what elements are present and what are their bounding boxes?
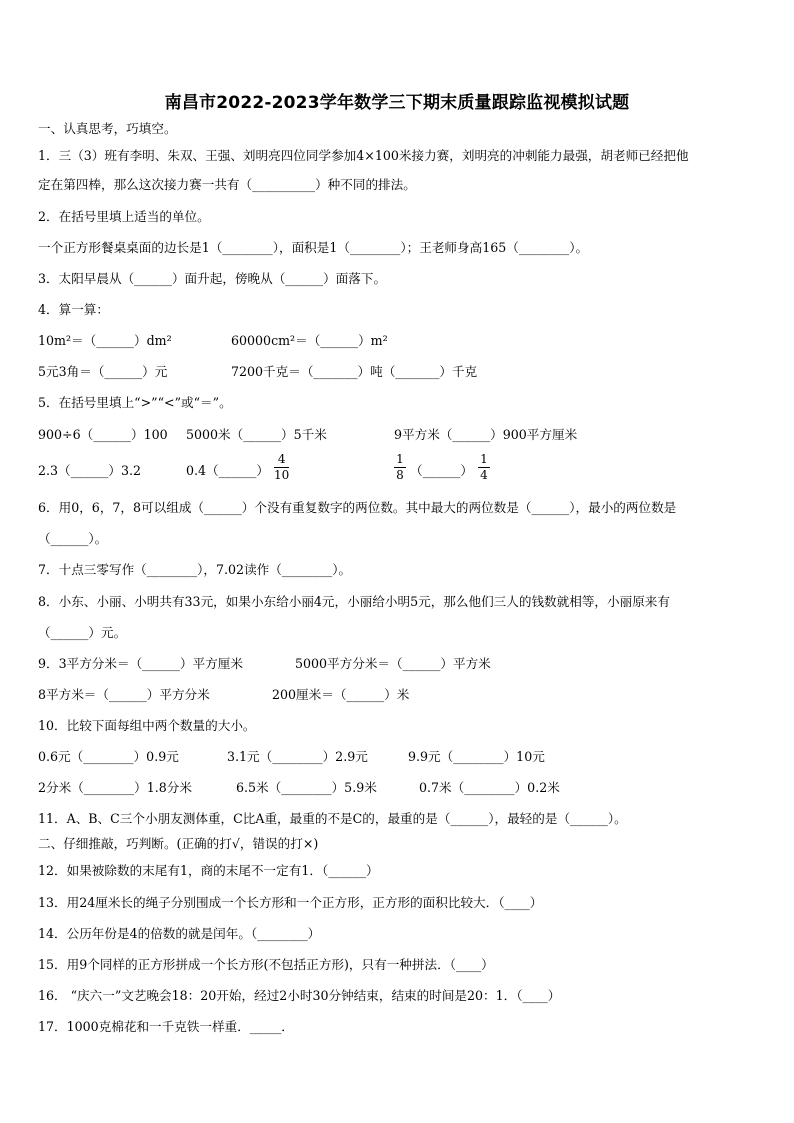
- question-10-item-1: 0.6元（________）0.9元: [38, 749, 179, 764]
- section-1-heading: 一、认真思考，巧填空。: [38, 121, 177, 136]
- question-12: 12．如果被除数的末尾有1，商的末尾不一定有1．（______）: [38, 863, 379, 878]
- question-9-item-1: 9．3平方分米＝（______）平方厘米: [38, 656, 243, 671]
- fraction-one-quarter: [478, 453, 490, 482]
- fraction-denominator: 4: [480, 468, 488, 482]
- question-9-item-3: 8平方米＝（______）平方分米: [38, 687, 210, 702]
- fraction-numerator: 1: [396, 452, 404, 466]
- question-10: 10．比较下面每组中两个数量的大小。: [38, 718, 256, 733]
- fraction-four-tenths: [274, 453, 289, 482]
- question-1-line-1: 1．三（3）班有李明、朱双、王强、刘明亮四位同学参加4×100米接力赛，刘明亮的冲刺能力最强，胡老师已经把他: [38, 148, 689, 163]
- question-4: 4．算一算：: [38, 302, 109, 317]
- question-10-item-5: 6.5米（________）5.9米: [236, 780, 377, 795]
- question-9-item-4: 200厘米＝（______）米: [272, 687, 410, 702]
- question-1-line-2: 定在第四棒，那么这次接力赛一共有（__________）种不同的排法。: [38, 177, 416, 192]
- question-4-item-3: 5元3角＝（______）元: [38, 364, 168, 379]
- fraction-denominator: 8: [396, 468, 404, 482]
- question-9-item-2: 5000平方分米＝（______）平方米: [295, 656, 491, 671]
- question-8-line-1: 8．小东、小丽、小明共有33元，如果小东给小丽4元，小丽给小明5元，那么他们三人的钱数就相等，小丽原来有: [38, 594, 670, 609]
- question-8-line-2: （______）元。: [38, 625, 127, 640]
- question-4-item-1: 10m²＝（______）dm²: [38, 333, 172, 348]
- question-10-item-2: 3.1元（________）2.9元: [227, 749, 368, 764]
- fraction-one-eighth: [394, 453, 406, 482]
- question-7: 7．十点三零写作（________），7.02读作（________）。: [38, 562, 352, 577]
- question-5-item-3: 9平方米（______）900平方厘米: [394, 427, 578, 442]
- question-5-item-1: 900÷6（______）100: [38, 427, 168, 442]
- section-2-heading: 二、仔细推敲，巧判断。(正确的打√，错误的打×): [38, 836, 319, 851]
- question-5: 5．在括号里填上“>”“<”或“＝”。: [38, 395, 232, 410]
- fraction-numerator: 4: [277, 452, 286, 466]
- fraction-denominator: 10: [274, 468, 290, 482]
- question-6-line-2: （______）。: [38, 531, 108, 546]
- question-11: 11．A、B、C三个小朋友测体重，C比A重，最重的不是C的，最重的是（______），最轻的是（______）。: [38, 811, 627, 826]
- page-title: 南昌市2022-2023学年数学三下期末质量跟踪监视模拟试题: [164, 93, 630, 113]
- question-16: 16． “庆六一”文艺晚会18：20开始，经过2小时30分钟结束，结束的时间是20：1．（____）: [38, 988, 561, 1003]
- question-5-item-2: 5000米（______）5千米: [186, 427, 327, 442]
- question-5-item-4: 2.3（______）3.2: [38, 463, 142, 478]
- question-15: 15．用9个同样的正方形拼成一个长方形(不包括正方形)，只有一种拼法．（____）: [38, 957, 494, 972]
- question-10-item-4: 2分米（________）1.8分米: [38, 780, 192, 795]
- question-5-item-6: （______）: [410, 463, 473, 478]
- question-2-line-1: 2．在括号里填上适当的单位。: [38, 209, 210, 224]
- question-5-item-5: 0.4（______）: [186, 463, 269, 478]
- question-13: 13．用24厘米长的绳子分别围成一个长方形和一个正方形，正方形的面积比较大．（____）: [38, 895, 543, 910]
- question-14: 14．公历年份是4的倍数的就是闰年。（________）: [38, 926, 321, 941]
- question-17: 17．1000克棉花和一千克铁一样重．_____．: [38, 1019, 294, 1034]
- question-4-item-2: 60000cm²＝（______）m²: [231, 333, 388, 348]
- question-10-item-3: 9.9元（________）10元: [408, 749, 545, 764]
- question-3: 3．太阳早晨从（______）面升起，傍晚从（______）面落下。: [38, 271, 387, 286]
- fraction-numerator: 1: [480, 452, 488, 466]
- question-2-line-2: 一个正方形餐桌桌面的边长是1（________），面积是1（________）；王老师身高165（________）。: [38, 240, 589, 255]
- question-4-item-4: 7200千克＝（_______）吨（_______）千克: [231, 364, 478, 379]
- question-6-line-1: 6．用0，6，7，8可以组成（______）个没有重复数字的两位数。其中最大的两位数是（______），最小的两位数是: [38, 500, 677, 515]
- question-10-item-6: 0.7米（________）0.2米: [419, 780, 560, 795]
